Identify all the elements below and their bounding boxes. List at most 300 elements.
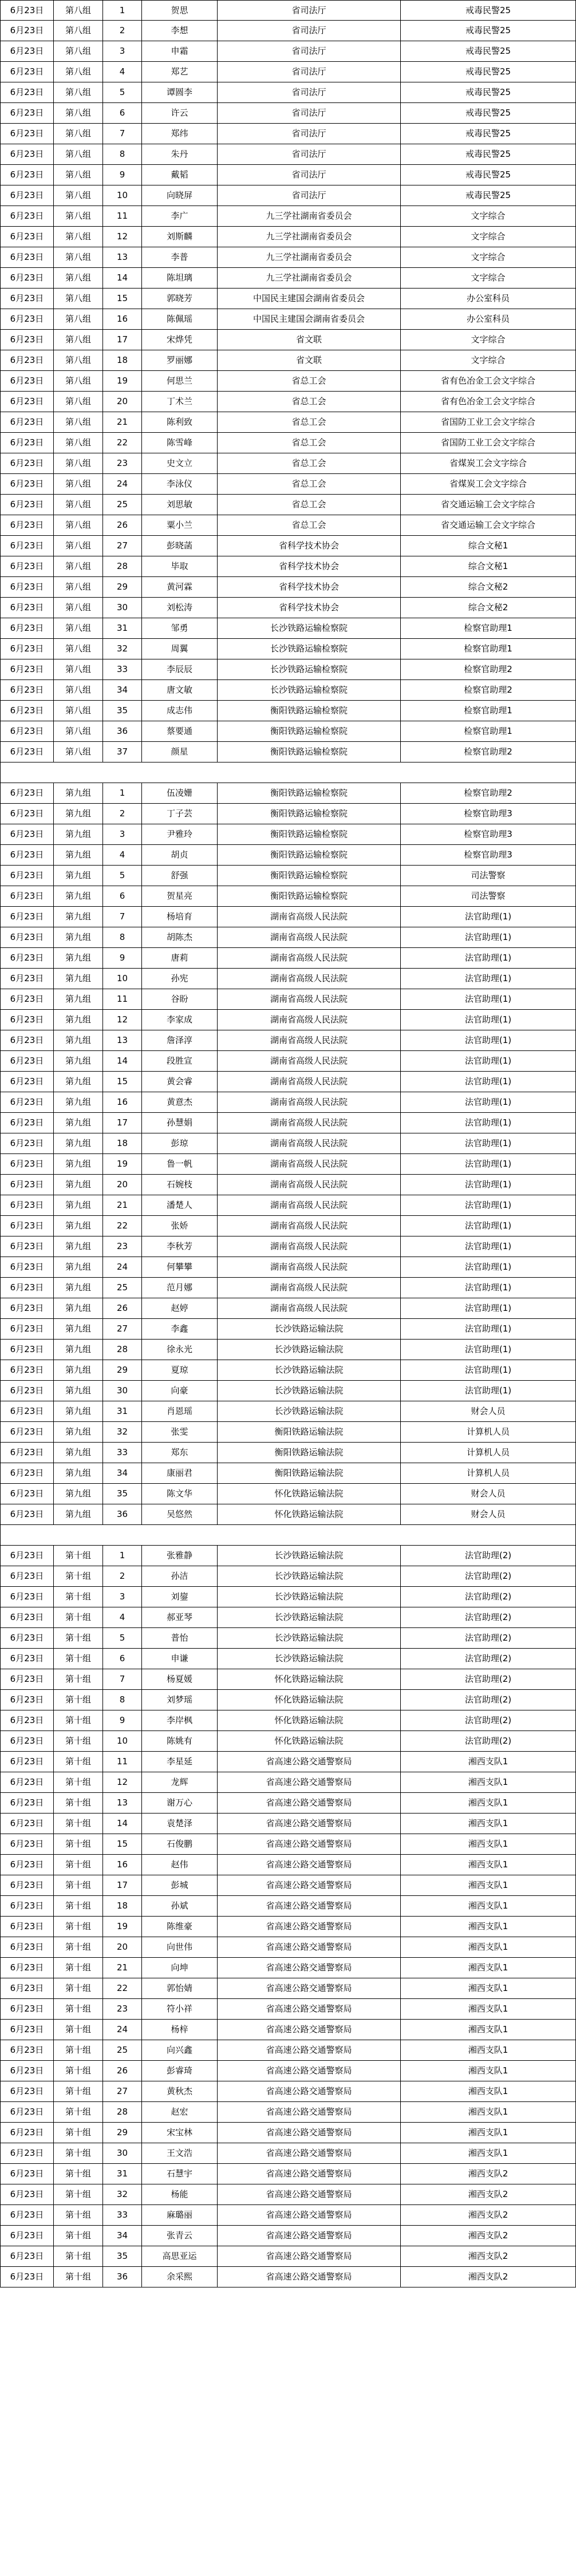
position-cell: 法官助理(1) <box>401 948 576 968</box>
group-cell: 第十组 <box>54 1978 103 1998</box>
group-cell: 第十组 <box>54 1814 103 1834</box>
group-cell: 第十组 <box>54 2102 103 2122</box>
unit-cell: 省司法厅 <box>218 144 401 164</box>
unit-cell: 省司法厅 <box>218 103 401 123</box>
name-cell: 王文浩 <box>142 2143 218 2163</box>
date-cell: 6月23日 <box>0 2246 54 2266</box>
seq-cell: 2 <box>103 1566 142 1586</box>
group-cell: 第九组 <box>54 1030 103 1050</box>
name-cell: 向兴鑫 <box>142 2040 218 2060</box>
name-cell: 张娇 <box>142 1216 218 1236</box>
date-cell: 6月23日 <box>0 1 54 21</box>
date-cell: 6月23日 <box>0 783 54 803</box>
date-cell: 6月23日 <box>0 21 54 41</box>
name-cell: 杨梓 <box>142 2020 218 2040</box>
unit-cell: 省总工会 <box>218 474 401 494</box>
unit-cell: 省司法厅 <box>218 41 401 61</box>
position-cell: 财会人员 <box>401 1504 576 1524</box>
unit-cell: 省高速公路交通警察局 <box>218 1958 401 1978</box>
position-cell: 省有色冶金工会文字综合 <box>401 392 576 412</box>
group-cell: 第十组 <box>54 1649 103 1669</box>
name-cell: 彭城 <box>142 1875 218 1895</box>
date-cell: 6月23日 <box>0 2102 54 2122</box>
table-row <box>0 1278 576 1298</box>
date-cell: 6月23日 <box>0 144 54 164</box>
table-row <box>0 474 576 495</box>
unit-cell: 省高速公路交通警察局 <box>218 2226 401 2246</box>
position-cell: 省国防工业工会文字综合 <box>401 433 576 453</box>
seq-cell: 14 <box>103 1814 142 1834</box>
name-cell: 丁术兰 <box>142 392 218 412</box>
name-cell: 宋宝林 <box>142 2123 218 2143</box>
position-cell: 法官助理(2) <box>401 1690 576 1710</box>
group-cell: 第八组 <box>54 536 103 556</box>
table-row <box>0 1772 576 1793</box>
date-cell: 6月23日 <box>0 2081 54 2101</box>
name-cell: 颜星 <box>142 742 218 762</box>
unit-cell: 省总工会 <box>218 433 401 453</box>
date-cell: 6月23日 <box>0 927 54 947</box>
name-cell: 黄秋杰 <box>142 2081 218 2101</box>
table-row <box>0 1051 576 1072</box>
group-cell: 第十组 <box>54 2061 103 2081</box>
table-row <box>0 330 576 350</box>
date-cell: 6月23日 <box>0 309 54 329</box>
name-cell: 段胜宣 <box>142 1051 218 1071</box>
unit-cell: 省高速公路交通警察局 <box>218 2143 401 2163</box>
date-cell: 6月23日 <box>0 1917 54 1937</box>
table-row <box>0 1484 576 1504</box>
date-cell: 6月23日 <box>0 41 54 61</box>
table-row <box>0 742 576 762</box>
date-cell: 6月23日 <box>0 1607 54 1627</box>
seq-cell: 29 <box>103 577 142 597</box>
group-cell: 第九组 <box>54 1195 103 1215</box>
group-cell: 第十组 <box>54 1587 103 1607</box>
table-row <box>0 866 576 886</box>
seq-cell: 4 <box>103 62 142 82</box>
name-cell: 蔡要通 <box>142 721 218 741</box>
unit-cell: 省总工会 <box>218 412 401 432</box>
table-row <box>0 227 576 247</box>
unit-cell: 省科学技术协会 <box>218 556 401 576</box>
group-cell: 第十组 <box>54 1875 103 1895</box>
unit-cell: 长沙铁路运输法院 <box>218 1401 401 1421</box>
table-row <box>0 907 576 927</box>
seq-cell: 33 <box>103 659 142 679</box>
name-cell: 孙宪 <box>142 969 218 989</box>
name-cell: 唐文敏 <box>142 680 218 700</box>
position-cell: 湘西支队1 <box>401 1999 576 2019</box>
group-cell: 第八组 <box>54 309 103 329</box>
table-row <box>0 1113 576 1133</box>
name-cell: 徐永光 <box>142 1340 218 1360</box>
position-cell: 司法警察 <box>401 886 576 906</box>
table-row <box>0 680 576 701</box>
seq-cell: 1 <box>103 1546 142 1566</box>
seq-cell: 6 <box>103 103 142 123</box>
table-row <box>0 2246 576 2267</box>
group-cell: 第九组 <box>54 969 103 989</box>
name-cell: 郑纬 <box>142 124 218 144</box>
date-cell: 6月23日 <box>0 2184 54 2204</box>
position-cell: 法官助理(1) <box>401 1236 576 1257</box>
group-cell: 第八组 <box>54 62 103 82</box>
position-cell: 湘西支队1 <box>401 1917 576 1937</box>
unit-cell: 长沙铁路运输法院 <box>218 1546 401 1566</box>
position-cell: 法官助理(2) <box>401 1546 576 1566</box>
group-cell: 第八组 <box>54 103 103 123</box>
name-cell: 范月娜 <box>142 1278 218 1298</box>
seq-cell: 7 <box>103 1669 142 1689</box>
group-cell: 第十组 <box>54 2226 103 2246</box>
seq-cell: 4 <box>103 845 142 865</box>
position-cell: 省交通运输工会文字综合 <box>401 515 576 535</box>
seq-cell: 31 <box>103 2164 142 2184</box>
unit-cell: 长沙铁路运输法院 <box>218 1587 401 1607</box>
seq-cell: 3 <box>103 1587 142 1607</box>
name-cell: 张雅静 <box>142 1546 218 1566</box>
date-cell: 6月23日 <box>0 721 54 741</box>
name-cell: 潘楚人 <box>142 1195 218 1215</box>
seq-cell: 30 <box>103 2143 142 2163</box>
unit-cell: 省高速公路交通警察局 <box>218 1896 401 1916</box>
seq-cell: 29 <box>103 2123 142 2143</box>
group-cell: 第九组 <box>54 1319 103 1339</box>
unit-cell: 衡阳铁路运输检察院 <box>218 804 401 824</box>
seq-cell: 22 <box>103 1978 142 1998</box>
group-cell: 第十组 <box>54 1896 103 1916</box>
unit-cell: 省司法厅 <box>218 82 401 102</box>
unit-cell: 衡阳铁路运输检察院 <box>218 886 401 906</box>
date-cell: 6月23日 <box>0 845 54 865</box>
position-cell: 文字综合 <box>401 350 576 370</box>
seq-cell: 26 <box>103 515 142 535</box>
date-cell: 6月23日 <box>0 1546 54 1566</box>
table-row <box>0 1917 576 1937</box>
unit-cell: 省高速公路交通警察局 <box>218 1875 401 1895</box>
seq-cell: 12 <box>103 1772 142 1792</box>
date-cell: 6月23日 <box>0 866 54 886</box>
seq-cell: 23 <box>103 1999 142 2019</box>
name-cell: 孙慧娟 <box>142 1113 218 1133</box>
group-cell: 第九组 <box>54 1113 103 1133</box>
date-cell: 6月23日 <box>0 742 54 762</box>
unit-cell: 衡阳铁路运输法院 <box>218 1463 401 1483</box>
seq-cell: 17 <box>103 1113 142 1133</box>
table-row <box>0 1422 576 1443</box>
position-cell: 文字综合 <box>401 227 576 247</box>
name-cell: 谷盼 <box>142 989 218 1009</box>
position-cell: 法官助理(1) <box>401 1010 576 1030</box>
name-cell: 李想 <box>142 21 218 41</box>
seq-cell: 19 <box>103 371 142 391</box>
table-row <box>0 639 576 659</box>
group-cell: 第九组 <box>54 783 103 803</box>
table-row <box>0 124 576 144</box>
name-cell: 余采熙 <box>142 2267 218 2287</box>
date-cell: 6月23日 <box>0 1504 54 1524</box>
unit-cell: 省司法厅 <box>218 1 401 21</box>
name-cell: 普怡 <box>142 1628 218 1648</box>
unit-cell: 九三学社湖南省委员会 <box>218 268 401 288</box>
seq-cell: 7 <box>103 907 142 927</box>
position-cell: 检察官助理3 <box>401 845 576 865</box>
position-cell: 法官助理(1) <box>401 927 576 947</box>
seq-cell: 33 <box>103 1443 142 1463</box>
name-cell: 向坤 <box>142 1958 218 1978</box>
seq-cell: 9 <box>103 165 142 185</box>
unit-cell: 长沙铁路运输法院 <box>218 1360 401 1380</box>
unit-cell: 省高速公路交通警察局 <box>218 2061 401 2081</box>
position-cell: 计算机人员 <box>401 1463 576 1483</box>
position-cell: 湘西支队1 <box>401 2123 576 2143</box>
position-cell: 法官助理(1) <box>401 1133 576 1153</box>
date-cell: 6月23日 <box>0 2226 54 2246</box>
unit-cell: 省高速公路交通警察局 <box>218 1752 401 1772</box>
unit-cell: 湖南省高级人民法院 <box>218 1133 401 1153</box>
table-row <box>0 82 576 103</box>
unit-cell: 湖南省高级人民法院 <box>218 1278 401 1298</box>
unit-cell: 省高速公路交通警察局 <box>218 2267 401 2287</box>
unit-cell: 湖南省高级人民法院 <box>218 1030 401 1050</box>
unit-cell: 省高速公路交通警察局 <box>218 1814 401 1834</box>
name-cell: 杨培育 <box>142 907 218 927</box>
name-cell: 伍凌姗 <box>142 783 218 803</box>
table-row <box>0 206 576 227</box>
table-row <box>0 1504 576 1525</box>
table-row <box>0 268 576 289</box>
seq-cell: 16 <box>103 1855 142 1875</box>
position-cell: 戒毒民警25 <box>401 1 576 21</box>
table-row <box>0 1216 576 1236</box>
table-row <box>0 1175 576 1195</box>
unit-cell: 省司法厅 <box>218 185 401 206</box>
table-row <box>0 1896 576 1917</box>
seq-cell: 10 <box>103 185 142 206</box>
date-cell: 6月23日 <box>0 1587 54 1607</box>
seq-cell: 10 <box>103 969 142 989</box>
position-cell: 综合文秘1 <box>401 556 576 576</box>
name-cell: 向世伟 <box>142 1937 218 1957</box>
seq-cell: 10 <box>103 1731 142 1751</box>
unit-cell: 湖南省高级人民法院 <box>218 1236 401 1257</box>
position-cell: 财会人员 <box>401 1484 576 1504</box>
position-cell: 戒毒民警25 <box>401 41 576 61</box>
position-cell: 湘西支队1 <box>401 1834 576 1854</box>
name-cell: 申谦 <box>142 1649 218 1669</box>
name-cell: 符小祥 <box>142 1999 218 2019</box>
table-row <box>0 1443 576 1463</box>
table-row <box>0 804 576 824</box>
table-row <box>0 0 576 21</box>
date-cell: 6月23日 <box>0 1896 54 1916</box>
group-cell: 第十组 <box>54 2040 103 2060</box>
name-cell: 陈姚有 <box>142 1731 218 1751</box>
unit-cell: 湖南省高级人民法院 <box>218 1051 401 1071</box>
group-cell: 第八组 <box>54 124 103 144</box>
table-row <box>0 2267 576 2287</box>
date-cell: 6月23日 <box>0 1999 54 2019</box>
position-cell: 省有色冶金工会文字综合 <box>401 371 576 391</box>
date-cell: 6月23日 <box>0 453 54 473</box>
unit-cell: 省高速公路交通警察局 <box>218 2081 401 2101</box>
seq-cell: 22 <box>103 1216 142 1236</box>
date-cell: 6月23日 <box>0 495 54 515</box>
unit-cell: 中国民主建国会湖南省委员会 <box>218 309 401 329</box>
name-cell: 杨能 <box>142 2184 218 2204</box>
position-cell: 综合文秘2 <box>401 598 576 618</box>
unit-cell: 省总工会 <box>218 392 401 412</box>
group-cell: 第九组 <box>54 1463 103 1483</box>
position-cell: 法官助理(1) <box>401 1092 576 1112</box>
table-row <box>0 948 576 969</box>
position-cell: 检察官助理3 <box>401 804 576 824</box>
seq-cell: 36 <box>103 721 142 741</box>
group-cell: 第十组 <box>54 1772 103 1792</box>
group-cell: 第八组 <box>54 701 103 721</box>
unit-cell: 湖南省高级人民法院 <box>218 1175 401 1195</box>
date-cell: 6月23日 <box>0 2040 54 2060</box>
table-row <box>0 824 576 845</box>
date-cell: 6月23日 <box>0 1834 54 1854</box>
group-cell: 第十组 <box>54 1669 103 1689</box>
group-cell: 第九组 <box>54 1443 103 1463</box>
unit-cell: 省科学技术协会 <box>218 536 401 556</box>
group-cell: 第十组 <box>54 2123 103 2143</box>
position-cell: 法官助理(1) <box>401 1051 576 1071</box>
name-cell: 李岸枫 <box>142 1710 218 1730</box>
group-cell: 第十组 <box>54 2020 103 2040</box>
position-cell: 检察官助理1 <box>401 639 576 659</box>
table-row <box>0 659 576 680</box>
group-cell: 第十组 <box>54 1834 103 1854</box>
seq-cell: 20 <box>103 392 142 412</box>
position-cell: 综合文秘1 <box>401 536 576 556</box>
unit-cell: 省司法厅 <box>218 62 401 82</box>
table-row <box>0 598 576 618</box>
table-row <box>0 515 576 536</box>
seq-cell: 27 <box>103 2081 142 2101</box>
unit-cell: 省高速公路交通警察局 <box>218 1978 401 1998</box>
date-cell: 6月23日 <box>0 412 54 432</box>
unit-cell: 怀化铁路运输法院 <box>218 1484 401 1504</box>
date-cell: 6月23日 <box>0 1030 54 1050</box>
position-cell: 湘西支队1 <box>401 1937 576 1957</box>
unit-cell: 省司法厅 <box>218 21 401 41</box>
unit-cell: 湖南省高级人民法院 <box>218 1216 401 1236</box>
date-cell: 6月23日 <box>0 1072 54 1092</box>
group-cell: 第十组 <box>54 2184 103 2204</box>
date-cell: 6月23日 <box>0 2061 54 2081</box>
date-cell: 6月23日 <box>0 598 54 618</box>
table-row <box>0 1319 576 1340</box>
position-cell: 法官助理(1) <box>401 1113 576 1133</box>
position-cell: 法官助理(1) <box>401 1154 576 1174</box>
name-cell: 詹泽淳 <box>142 1030 218 1050</box>
table-row <box>0 371 576 392</box>
position-cell: 湘西支队1 <box>401 1978 576 1998</box>
name-cell: 彭琼 <box>142 1133 218 1153</box>
unit-cell: 湖南省高级人民法院 <box>218 907 401 927</box>
table-row <box>0 1133 576 1154</box>
group-cell: 第九组 <box>54 1051 103 1071</box>
date-cell: 6月23日 <box>0 206 54 226</box>
position-cell: 湘西支队1 <box>401 2020 576 2040</box>
group-cell: 第九组 <box>54 1257 103 1277</box>
position-cell: 法官助理(1) <box>401 1195 576 1215</box>
unit-cell: 省高速公路交通警察局 <box>218 2246 401 2266</box>
position-cell: 湘西支队1 <box>401 1772 576 1792</box>
name-cell: 石慧宇 <box>142 2164 218 2184</box>
seq-cell: 21 <box>103 1958 142 1978</box>
position-cell: 湘西支队1 <box>401 1896 576 1916</box>
group-cell: 第八组 <box>54 41 103 61</box>
table-row <box>0 1010 576 1030</box>
table-row <box>0 1649 576 1669</box>
seq-cell: 24 <box>103 1257 142 1277</box>
seq-cell: 34 <box>103 680 142 700</box>
name-cell: 赵婷 <box>142 1298 218 1318</box>
seq-cell: 9 <box>103 1710 142 1730</box>
unit-cell: 省高速公路交通警察局 <box>218 2184 401 2204</box>
name-cell: 黄会睿 <box>142 1072 218 1092</box>
date-cell: 6月23日 <box>0 1958 54 1978</box>
position-cell: 湘西支队1 <box>401 1793 576 1813</box>
name-cell: 彭睿琦 <box>142 2061 218 2081</box>
unit-cell: 省高速公路交通警察局 <box>218 1937 401 1957</box>
group-cell: 第八组 <box>54 185 103 206</box>
group-cell: 第八组 <box>54 474 103 494</box>
table-row <box>0 350 576 371</box>
group-cell: 第八组 <box>54 721 103 741</box>
position-cell: 湘西支队2 <box>401 2205 576 2225</box>
name-cell: 夏琼 <box>142 1360 218 1380</box>
position-cell: 检察官助理1 <box>401 701 576 721</box>
date-cell: 6月23日 <box>0 392 54 412</box>
unit-cell: 省高速公路交通警察局 <box>218 2205 401 2225</box>
unit-cell: 怀化铁路运输法院 <box>218 1504 401 1524</box>
name-cell: 谭圆李 <box>142 82 218 102</box>
table-row <box>0 1566 576 1587</box>
unit-cell: 省高速公路交通警察局 <box>218 2040 401 2060</box>
seq-cell: 21 <box>103 412 142 432</box>
table-row <box>0 1607 576 1628</box>
unit-cell: 怀化铁路运输法院 <box>218 1690 401 1710</box>
position-cell: 法官助理(1) <box>401 1381 576 1401</box>
date-cell: 6月23日 <box>0 82 54 102</box>
unit-cell: 湖南省高级人民法院 <box>218 927 401 947</box>
unit-cell: 湖南省高级人民法院 <box>218 1257 401 1277</box>
seq-cell: 32 <box>103 639 142 659</box>
date-cell: 6月23日 <box>0 2123 54 2143</box>
group-cell: 第八组 <box>54 247 103 267</box>
group-cell: 第八组 <box>54 495 103 515</box>
date-cell: 6月23日 <box>0 1978 54 1998</box>
name-cell: 何攀攀 <box>142 1257 218 1277</box>
name-cell: 李秋芳 <box>142 1236 218 1257</box>
position-cell: 戒毒民警25 <box>401 103 576 123</box>
name-cell: 朱丹 <box>142 144 218 164</box>
date-cell: 6月23日 <box>0 515 54 535</box>
seq-cell: 5 <box>103 1628 142 1648</box>
date-cell: 6月23日 <box>0 474 54 494</box>
table-row <box>0 165 576 185</box>
group-cell: 第九组 <box>54 804 103 824</box>
table-row <box>0 1463 576 1484</box>
date-cell: 6月23日 <box>0 1298 54 1318</box>
table-row <box>0 2040 576 2061</box>
